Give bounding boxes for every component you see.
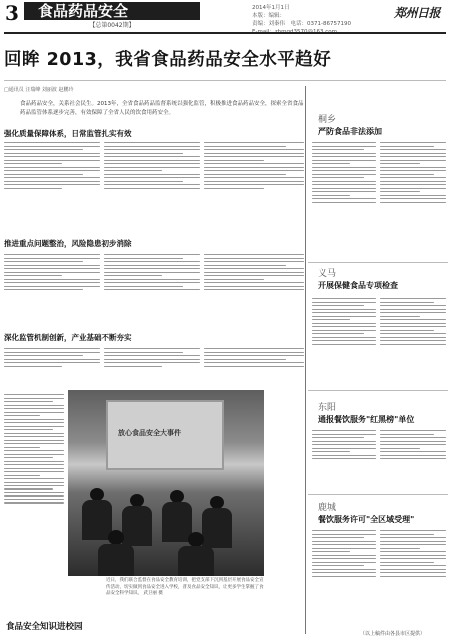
- section-line: 本版：编辑：: [252, 13, 286, 19]
- student-body: [98, 544, 134, 576]
- body-text-col-4: [4, 392, 64, 610]
- right-heading-2: 开展保健食品专项检查: [318, 281, 398, 290]
- projection-screen: [106, 400, 224, 470]
- section-banner: 食品药品安全: [24, 2, 200, 20]
- right-rule-3: [308, 494, 448, 495]
- body-text-col-2a: [4, 252, 100, 324]
- body-text-col-1b: [104, 140, 200, 232]
- student-head: [108, 530, 124, 545]
- student-head: [188, 532, 204, 547]
- phone-line: 电话：0371-86757190: [290, 21, 352, 27]
- body-text-col-1a: [4, 140, 100, 232]
- section-heading-risk: 推进重点问题整治，风险隐患初步消除: [4, 239, 132, 248]
- city-label-lucheng: 鹿城: [318, 503, 337, 513]
- city-label-dongyang: 东阳: [318, 403, 337, 413]
- body-text-col-2b: [104, 252, 200, 324]
- screen-text: 放心食品安全大事件: [118, 429, 181, 437]
- right-text-4b: [380, 528, 446, 626]
- body-text-col-3c: [204, 346, 304, 388]
- newspaper-logo: 郑州日报: [394, 6, 441, 20]
- editor-line: 责编：刘秦伟: [252, 21, 286, 27]
- photo-caption: 近日，我们联合监督在食品安全教育培训，把党支部下沉到基层开展食品安全宣传活动，切实做到食品安全进入学校，普及食品安全知识，让更多学生掌握了食品安全科学知识。 武卫丽 摄: [106, 578, 264, 596]
- section-heading-quality: 强化质量保障体系，日常监管扎实有效: [4, 129, 132, 138]
- city-label-yima: 义马: [318, 269, 337, 279]
- footer-note: （以上稿件由各县市区提供）: [360, 631, 426, 637]
- right-text-2b: [380, 296, 446, 388]
- classroom-photo: [68, 390, 264, 576]
- student-body: [202, 508, 232, 548]
- lead-paragraph: 食品药品安全，关系社会民生。2013年，全省食品药品监督系统以强化监管，积极推进食品药品安全，探索全省食品药品监管体系逐步完善，有效保障了全省人民的饮食用药安全。: [20, 101, 304, 116]
- body-text-col-2c: [204, 252, 304, 324]
- column-divider: [305, 86, 306, 634]
- date-line: 2014年1月1日: [252, 5, 290, 11]
- right-text-2a: [312, 296, 376, 388]
- student-body: [178, 546, 214, 576]
- student-body: [122, 506, 152, 546]
- page-number: 3: [5, 1, 19, 25]
- body-text-col-3b: [104, 346, 200, 388]
- bottom-article-title: 食品安全知识进校园: [6, 622, 83, 632]
- right-rule-1: [308, 262, 448, 263]
- headline-rule: [4, 80, 446, 81]
- right-text-3b: [380, 428, 446, 492]
- right-heading-4: 餐饮服务许可"全区域受理": [318, 515, 415, 524]
- body-text-col-3a: [4, 346, 100, 388]
- masthead-rule: [4, 32, 446, 34]
- issue-number: 【总第0042期】: [89, 22, 135, 29]
- right-text-1a: [312, 140, 376, 260]
- body-text-col-1c: [204, 140, 304, 232]
- right-heading-1: 严防食品非法添加: [318, 127, 382, 136]
- right-text-1b: [380, 140, 446, 260]
- right-text-4a: [312, 528, 376, 626]
- city-label-tongxiang: 桐乡: [318, 115, 337, 125]
- right-text-3a: [312, 428, 376, 492]
- right-heading-3: 通报餐饮服务"红黑榜"单位: [318, 415, 415, 424]
- byline: □通讯员 汪瑞峰 刘丽波 赵鹏玲: [4, 87, 74, 93]
- section-heading-mechanism: 深化监管机制创新，产业基础不断夯实: [4, 333, 132, 342]
- right-rule-2: [308, 390, 448, 391]
- main-headline: 回眸 2013，我省食品药品安全水平趋好: [4, 50, 332, 70]
